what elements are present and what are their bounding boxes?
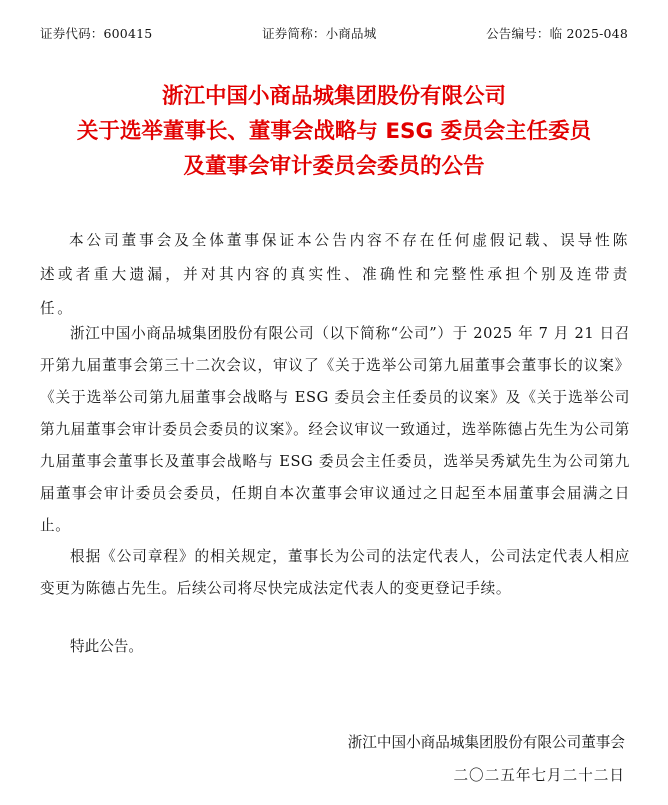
title-line-2: 关于选举董事长、董事会战略与 ESG 委员会主任委员 xyxy=(76,119,592,144)
notice-number: 公告编号：临 2025-048 xyxy=(486,26,628,41)
signature-date: 二〇二五年七月二十二日 xyxy=(453,767,625,784)
signature-company: 浙江中国小商品城集团股份有限公司董事会 xyxy=(347,734,625,751)
document-header xyxy=(40,24,628,42)
stock-code: 证券代码：600415 xyxy=(40,26,153,41)
body-paragraph-1: 浙江中国小商品城集团股份有限公司（以下简称“公司”）于 2025 年 7 月 21 日召开第九届董事会第三十二次会议，审议了《关于选举公司第九届董事会董事长的议案》《关于选举公司第九届董事会战略与 ESG 委员会主任委员的议案》及《关于选举公司第九届董事会审计委员会委员的议案》。经会议审议一致通过，选举陈德占先生为公司第九届董事会董事长及董事会战略与 ESG 委员会主任委员，选举吴秀斌先生为公司第九届董事会审计委员会委员，任期自本次董事会审议通过之日起至本届董事会届满之日止。 xyxy=(40,325,630,534)
closing-statement: 特此公告。 xyxy=(70,638,143,655)
title-line-1: 浙江中国小商品城集团股份有限公司 xyxy=(161,84,506,109)
body-paragraph-2: 根据《公司章程》的相关规定，董事长为公司的法定代表人，公司法定代表人相应变更为陈德占先生。后续公司将尽快完成法定代表人的变更登记手续。 xyxy=(40,548,630,597)
stock-name: 证券简称：小商品城 xyxy=(262,26,377,41)
board-disclaimer: 本公司董事会及全体董事保证本公告内容不存在任何虚假记载、误导性陈述或者重大遗漏，并对其内容的真实性、准确性和完整性承担个别及连带责任。 xyxy=(40,232,630,317)
title-line-3: 及董事会审计委员会委员的公告 xyxy=(183,154,485,179)
announcement-title xyxy=(0,79,668,184)
